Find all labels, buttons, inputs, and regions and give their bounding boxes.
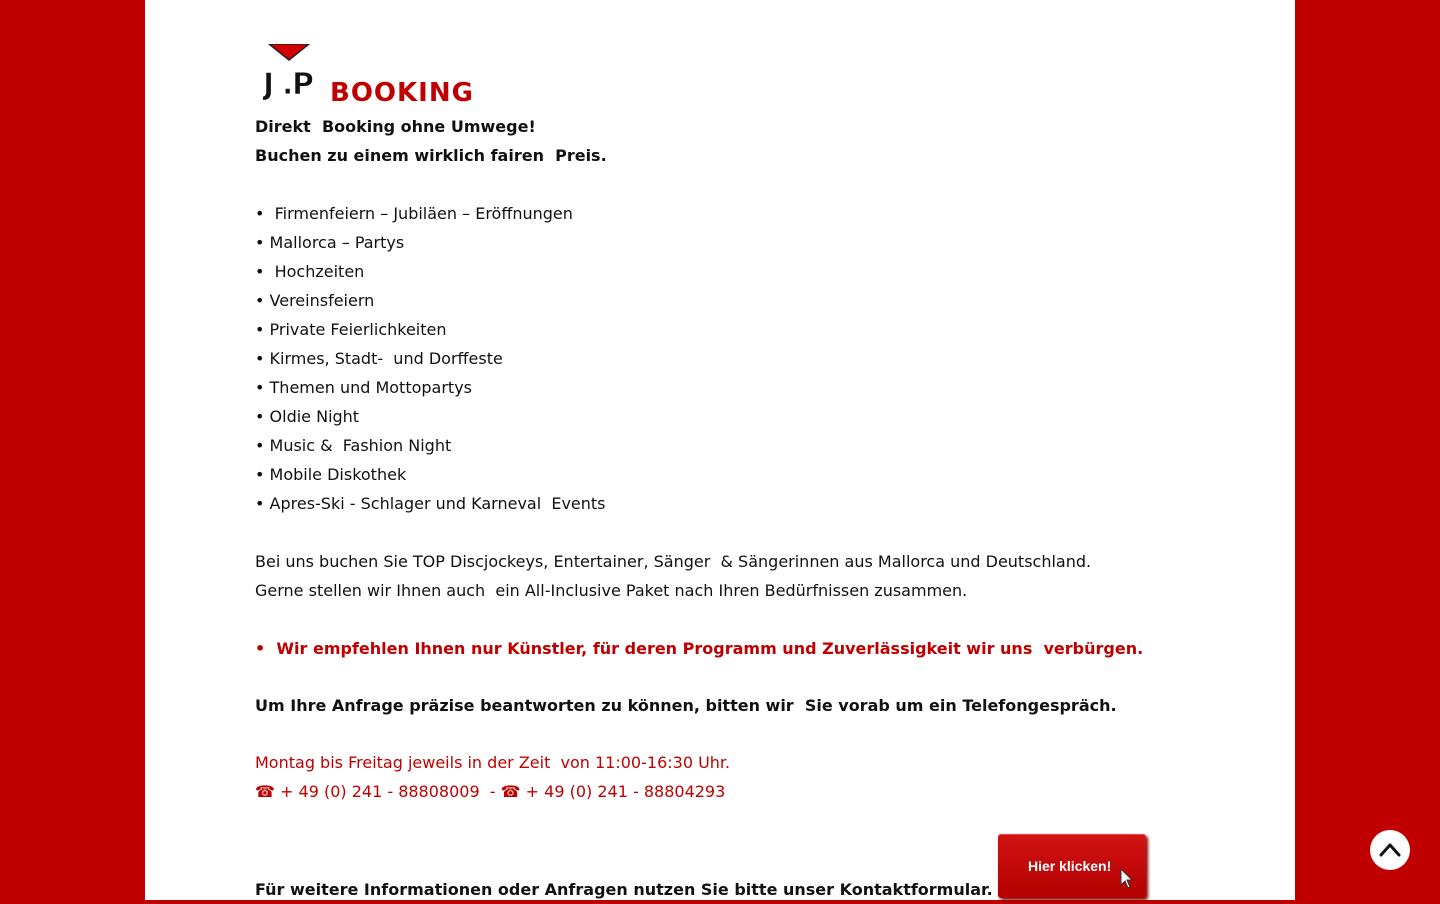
list-item: • Kirmes, Stadt- und Dorffeste: [255, 349, 503, 368]
main-content: [255, 40, 1175, 904]
page-container: [145, 0, 1295, 900]
contact-form-button-label: Hier klicken!: [1028, 858, 1112, 874]
list-item: • Hochzeiten: [255, 262, 365, 281]
list-item: • Themen und Mottopartys: [255, 378, 473, 397]
business-hours: Montag bis Freitag jeweils in der Zeit von 11:00-16:30 Uhr.: [255, 753, 731, 772]
description-line-2: Gerne stellen wir Ihnen auch ein All-Inclusive Paket nach Ihren Bedürfnissen zusammen.: [255, 581, 968, 600]
list-item: • Mobile Diskothek: [255, 465, 407, 484]
recommendation-text: • Wir empfehlen Ihnen nur Künstler, für deren Programm und Zuverlässigkeit wir uns verbürgen.: [255, 639, 1144, 658]
contact-form-note: Für weitere Informationen oder Anfragen nutzen Sie bitte unser Kontaktformular.: [255, 880, 993, 899]
services-list: [255, 199, 1175, 518]
scroll-to-top-button[interactable]: [1370, 830, 1410, 870]
svg-text:J: J: [263, 67, 275, 100]
list-item: • Mallorca – Partys: [255, 233, 405, 252]
intro-line-2: Buchen zu einem wirklich fairen Preis.: [255, 146, 607, 165]
page-title: BOOKING: [330, 78, 474, 108]
chevron-up-icon: [1378, 838, 1402, 862]
jp-logo: [263, 44, 323, 100]
list-item: • Firmenfeiern – Jubiläen – Eröffnungen: [255, 204, 573, 223]
contact-form-button[interactable]: [998, 834, 1146, 898]
list-item: • Oldie Night: [255, 407, 360, 426]
list-item: • Vereinsfeiern: [255, 291, 375, 310]
svg-text:.: .: [282, 67, 294, 100]
request-note: Um Ihre Anfrage präzise beantworten zu können, bitten wir Sie vorab um ein Telefongespräch.: [255, 696, 1117, 715]
list-item: • Apres-Ski - Schlager und Karneval Events: [255, 494, 606, 513]
intro-line-1: Direkt Booking ohne Umwege!: [255, 117, 536, 136]
header: [255, 40, 1175, 112]
description-line-1: Bei uns buchen Sie TOP Discjockeys, Entertainer, Sänger & Sängerinnen aus Mallorca und Deutschland.: [255, 552, 1092, 571]
list-item: • Music & Fashion Night: [255, 436, 452, 455]
phone-numbers[interactable]: ☎ + 49 (0) 241 - 88808009 - ☎ + 49 (0) 241 - 88804293: [255, 782, 726, 801]
cursor-icon: [1120, 868, 1134, 890]
list-item: • Private Feierlichkeiten: [255, 320, 447, 339]
svg-text:P: P: [292, 67, 314, 100]
